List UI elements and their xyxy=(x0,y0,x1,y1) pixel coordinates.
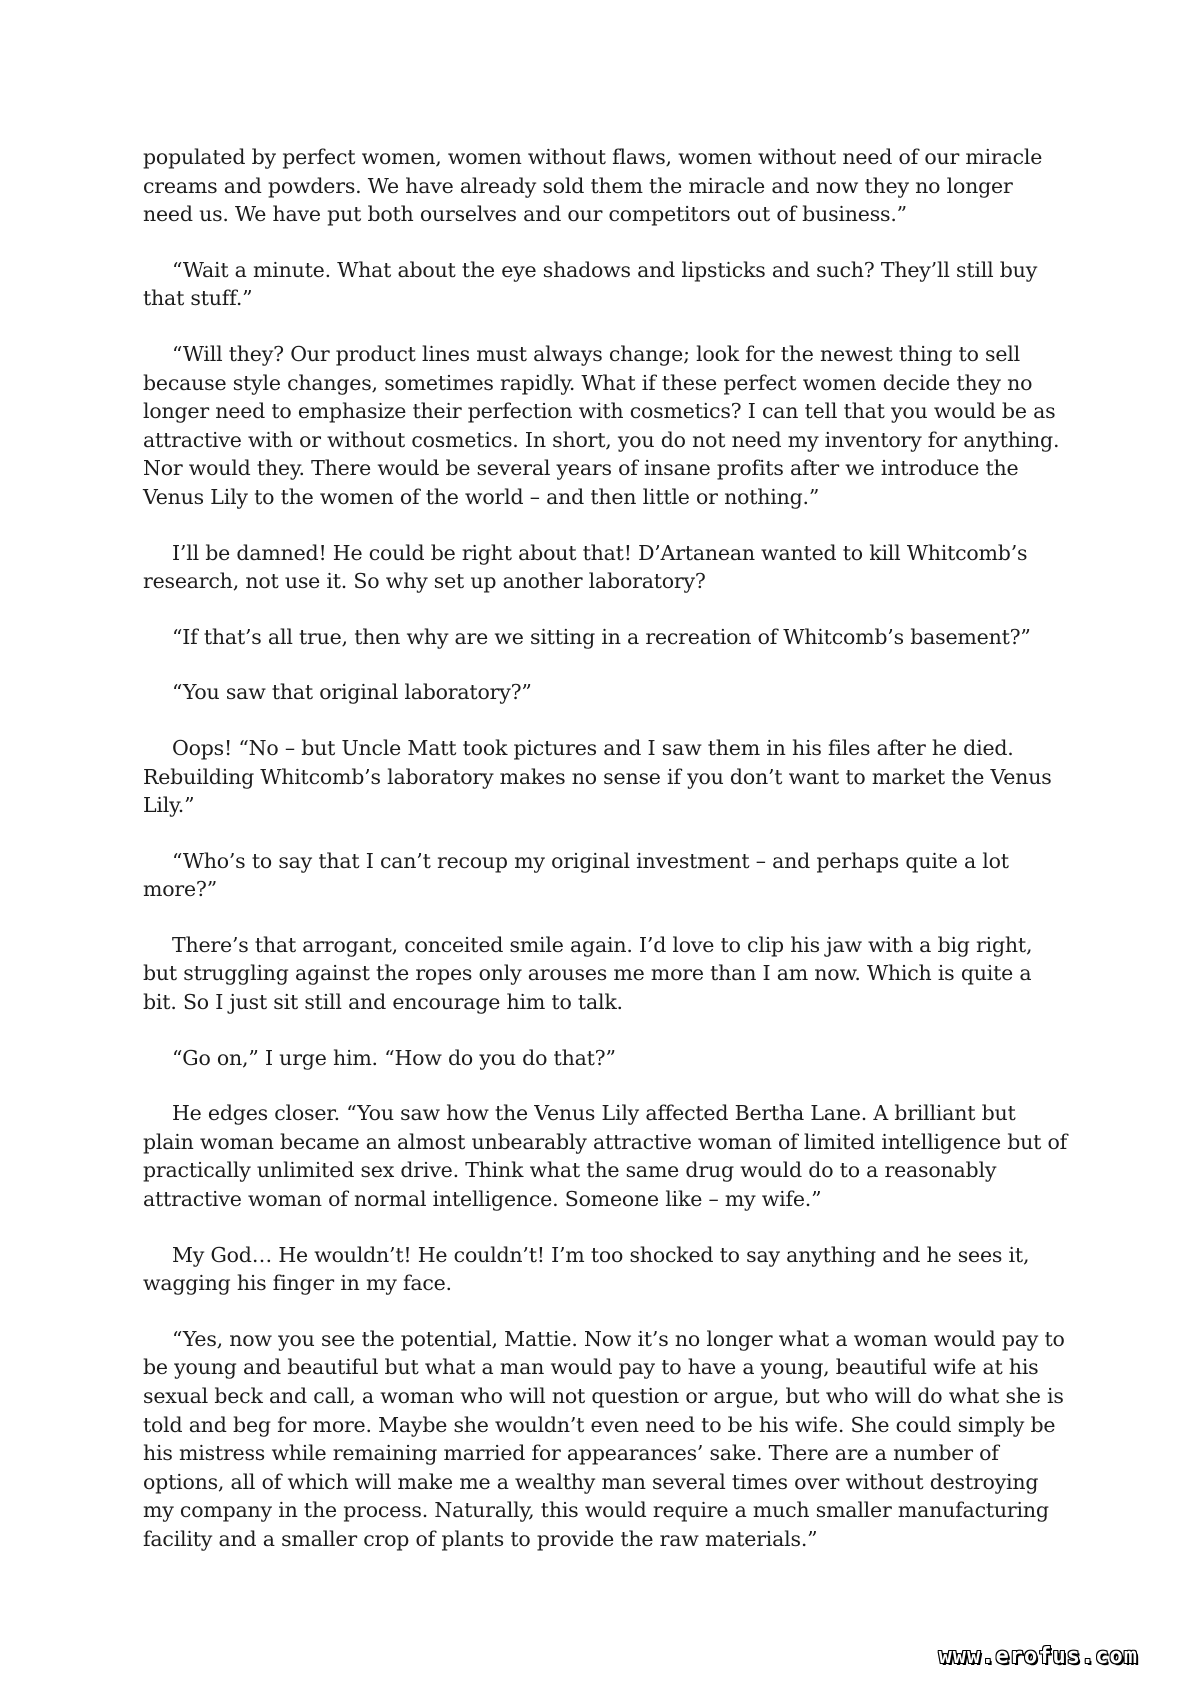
paragraph-6: “You saw that original laboratory?” xyxy=(172,680,532,705)
paragraph-12: My God… He wouldn’t! He couldn’t! I’m too shocked to say anything and he sees it, wagging his finger in my face. xyxy=(143,1242,1030,1296)
paragraph-13: “Yes, now you see the potential, Mattie. Now it’s no longer what a woman would pay to be young and beautiful but what a man would pay to have a young, beautiful wife at his sexual beck and call, a woman who will not question or argue, but who will do what she is told and beg for more. Maybe she wouldn’t even need to be his wife. She could simply be his mistress while remaining married for appearances’ sake. There are a number of options, all of which will make me a wealthy man several times over without destroying my company in the process. Naturally, this would require a much smaller manufacturing facility and a smaller crop of plants to provide the raw materials.” xyxy=(143,1326,1065,1551)
paragraph-11: He edges closer. “You saw how the Venus Lily affected Bertha Lane. A brilliant but plain woman became an almost unbearably attractive woman of limited intelligence but of practically unlimited sex drive. Think what the same drug would do to a reasonably attractive woman of normal intelligence. Someone like – my wife.” xyxy=(143,1101,1067,1212)
paragraph-8: “Who’s to say that I can’t recoup my original investment – and perhaps quite a lot more?” xyxy=(143,848,1009,902)
paragraph-7: Oops! “No – but Uncle Matt took pictures and I saw them in his files after he died. Rebuilding Whitcomb’s laboratory makes no sense if you don’t want to market the Venus Lily.” xyxy=(143,735,1052,818)
paragraph-5: “If that’s all true, then why are we sitting in a recreation of Whitcomb’s basement?” xyxy=(172,624,1031,649)
paragraph-3: “Will they? Our product lines must always change; look for the newest thing to sell because style changes, sometimes rapidly. What if these perfect women decide they no longer need to emphasize their perfection with cosmetics? I can tell that you would be as attractive with or without cosmetics. In short, you do not need my inventory for anything. Nor would they. There would be several years of insane profits after we introduce the Venus Lily to the women of the world – and then little or nothing.” xyxy=(143,341,1060,509)
book-page-text xyxy=(143,143,1068,1581)
paragraph-9: There’s that arrogant, conceited smile again. I’d love to clip his jaw with a big right, but struggling against the ropes only arouses me more than I am now. Which is quite a bit. So I just sit still and encourage him to talk. xyxy=(143,932,1033,1015)
paragraph-2: “Wait a minute. What about the eye shadows and lipsticks and such? They’ll still buy that stuff.” xyxy=(143,257,1038,311)
paragraph-10: “Go on,” I urge him. “How do you do that?” xyxy=(172,1045,616,1070)
paragraph-4: I’ll be damned! He could be right about that! D’Artanean wanted to kill Whitcomb’s research, not use it. So why set up another laboratory? xyxy=(143,540,1028,594)
site-watermark: www.erofus.com xyxy=(938,1644,1138,1669)
paragraph-1: populated by perfect women, women without flaws, women without need of our miracle creams and powders. We have already sold them the miracle and now they no longer need us. We have put both ourselves and our competitors out of business.” xyxy=(143,145,1043,227)
